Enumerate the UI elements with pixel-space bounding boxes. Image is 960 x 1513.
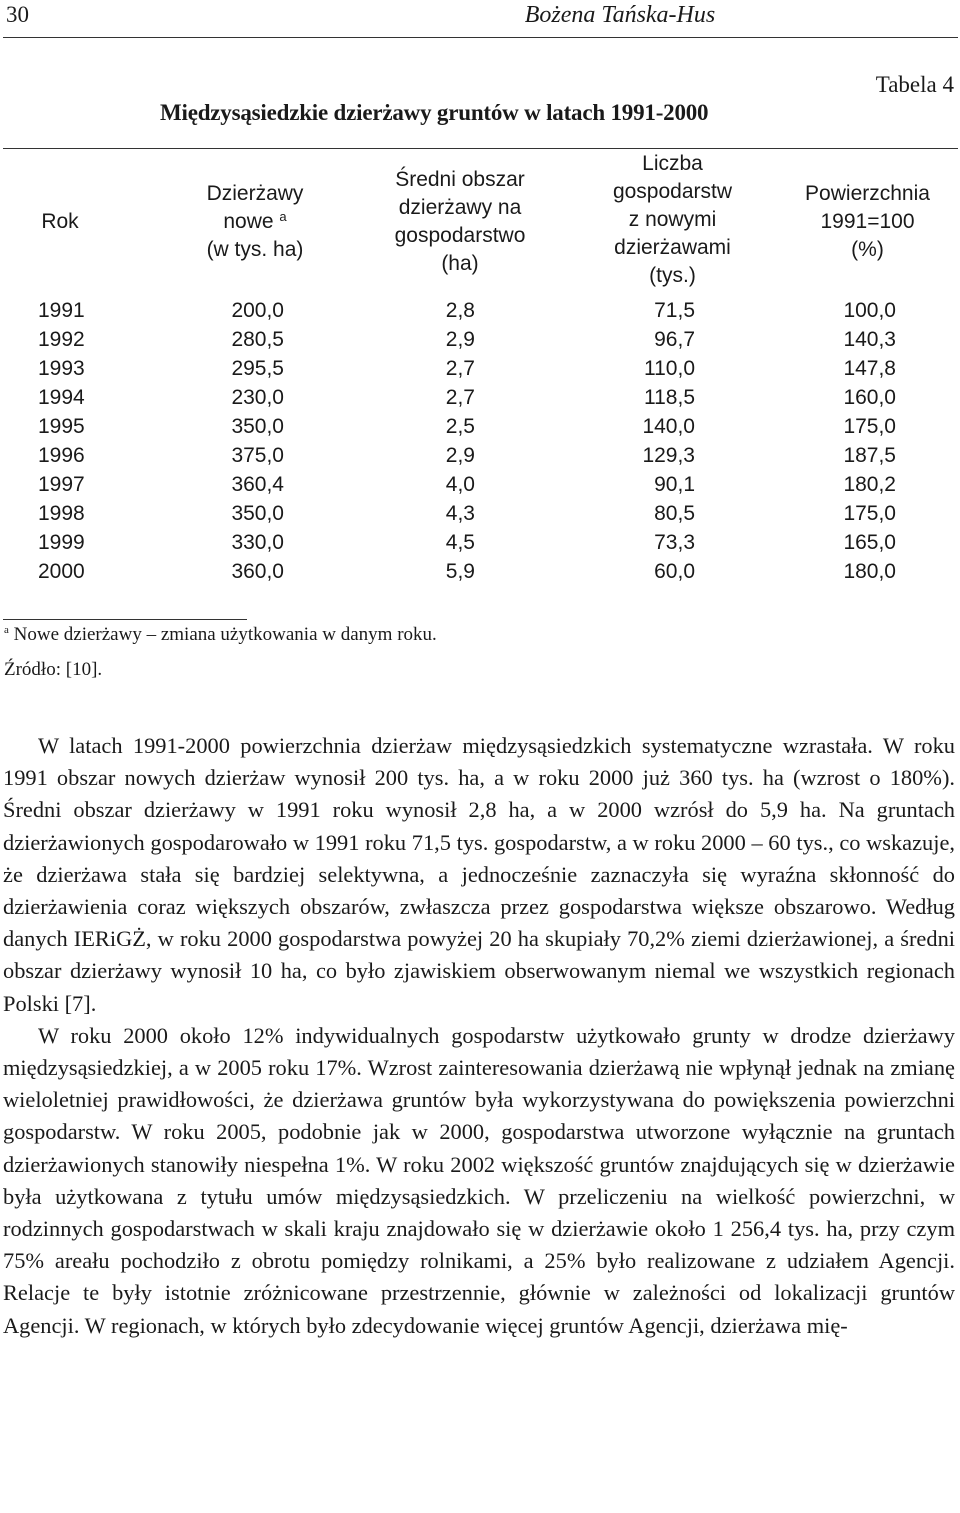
table-row [0, 325, 960, 354]
cell-farms: 73,3 [654, 531, 695, 554]
table-row [0, 470, 960, 499]
cell-farms: 71,5 [654, 299, 695, 322]
cell-new-area: 360,0 [231, 560, 284, 583]
cell-farms: 118,5 [644, 386, 695, 409]
cell-avg-area: 2,9 [445, 328, 475, 351]
table-title: Międzysąsiedzkie dzierżawy gruntów w latach 1991-2000 [160, 100, 709, 125]
cell-year: 1996 [38, 444, 85, 467]
cell-farms: 96,7 [654, 328, 695, 351]
cell-avg-area: 2,5 [445, 415, 475, 438]
cell-new-area: 350,0 [231, 502, 284, 525]
cell-year: 1997 [38, 473, 85, 496]
body-text [3, 730, 955, 1342]
table-row [0, 441, 960, 470]
cell-new-area: 360,4 [231, 473, 284, 496]
cell-new-area: 230,0 [231, 386, 284, 409]
col-header-avg-area: Średni obszar dzierżawy na gospodarstwo (ha) [394, 168, 526, 275]
cell-area-index: 140,3 [843, 328, 896, 351]
cell-area-index: 180,0 [843, 560, 896, 583]
footnote-marker: a [4, 624, 9, 636]
cell-area-index: 160,0 [843, 386, 896, 409]
cell-area-index: 175,0 [843, 415, 896, 438]
footnote-marker: a [279, 209, 287, 224]
paragraph: W latach 1991-2000 powierzchnia dzierżaw międzysąsiedzkich systematyczne wzrastała. W roku 1991 obszar nowych dzierżaw wynosił 200 tys. ha, a w roku 2000 już 360 tys. ha (wzrost o 180%). Średni obszar dzierżawy w 1991 roku wynosił 2,8 ha, a w 2000 wzrósł do 5,9 ha. Na gruntach dzierżawionych gospodarowało w 1991 roku 71,5 tys. gospodarstw, a w roku 2000 – 60 tys., co wskazuje, że dzierżawa stała się bardziej selektywna, a jednocześnie zaznaczyła się wyraźna skłonność do dzierżawienia coraz większych obszarów, zwłaszcza przez gospodarstwa większe obszarowo. Według danych IERiGŻ, w roku 2000 gospodarstwa powyżej 20 ha skupiały 70,2% ziemi dzierżawionej, a średni obszar dzierżawy wynosił 10 ha, co było zjawiskiem obserwowanym niemal we wszystkich regionach Polski [7]. [3, 733, 955, 1016]
table-top-rule [3, 148, 958, 149]
cell-year: 1991 [38, 299, 85, 322]
table-row [0, 354, 960, 383]
table-source: Źródło: [10]. [4, 659, 103, 680]
cell-area-index: 187,5 [843, 444, 896, 467]
cell-farms: 90,1 [654, 473, 695, 496]
footnote-divider [3, 619, 247, 620]
cell-year: 1999 [38, 531, 85, 554]
cell-year: 1993 [38, 357, 85, 380]
page-number: 30 [6, 2, 29, 27]
cell-avg-area: 4,0 [445, 473, 475, 496]
cell-avg-area: 4,5 [445, 531, 475, 554]
col-header-farms: Liczba gospodarstw z nowymi dzierżawami (tys.) [612, 152, 733, 287]
table-label: Tabela 4 [875, 72, 954, 97]
cell-avg-area: 2,8 [445, 299, 475, 322]
cell-year: 1992 [38, 328, 85, 351]
cell-area-index: 100,0 [843, 299, 896, 322]
cell-avg-area: 2,9 [445, 444, 475, 467]
cell-new-area: 330,0 [231, 531, 284, 554]
cell-year: 2000 [38, 560, 85, 583]
col-header-area-index: Powierzchnia 1991=100 (%) [805, 182, 930, 261]
col-header-year: Rok [41, 210, 79, 233]
cell-area-index: 175,0 [843, 502, 896, 525]
running-header [0, 0, 960, 38]
table-row [0, 528, 960, 557]
cell-new-area: 200,0 [231, 299, 284, 322]
cell-new-area: 295,5 [231, 357, 284, 380]
table-row [0, 296, 960, 325]
cell-farms: 60,0 [654, 560, 695, 583]
cell-area-index: 165,0 [843, 531, 896, 554]
cell-avg-area: 2,7 [445, 357, 475, 380]
table-row [0, 499, 960, 528]
cell-avg-area: 4,3 [445, 502, 475, 525]
cell-year: 1994 [38, 386, 85, 409]
cell-area-index: 147,8 [843, 357, 896, 380]
cell-avg-area: 2,7 [445, 386, 475, 409]
table-row [0, 557, 960, 586]
cell-new-area: 375,0 [231, 444, 284, 467]
cell-area-index: 180,2 [843, 473, 896, 496]
table-row [0, 412, 960, 441]
cell-new-area: 350,0 [231, 415, 284, 438]
cell-farms: 129,3 [642, 444, 695, 467]
table-footnote [4, 624, 437, 646]
header-divider [3, 37, 958, 38]
cell-new-area: 280,5 [231, 328, 284, 351]
cell-year: 1995 [38, 415, 85, 438]
table-row [0, 383, 960, 412]
running-title: Bożena Tańska-Hus [524, 2, 716, 28]
paragraph: W roku 2000 około 12% indywidualnych gospodarstw użytkowało grunty w drodze dzierżawy międzysąsiedzkiej, a w 2005 roku 17%. Wzrost zainteresowania dzierżawą nie wpłynął jednak na zmianę wieloletniej prawidłowości, że dzierżawa gruntów była wykorzystywana do powiększenia powierzchni gospodarstw. W roku 2005, podobnie jak w 2000, gospodarstwa utworzone wyłącznie na gruntach dzierżawionych stanowiły niespełna 1%. W roku 2002 większość gruntów znajdujących się w dzierżawie była użytkowana z tytułu umów międzysąsiedzkich. W przeliczeniu na wielkość powierzchni, w rodzinnych gospodarstwach w skali kraju znajdowało się w dzierżawie około 1 256,4 tys. ha, przy czym 75% areału pochodziło z obrotu pomiędzy rolnikami, a 25% było realizowane z udziałem Agencji. Relacje te były istotnie zróżnicowane przestrzennie, głównie w zależności od lokalizacji gruntów Agencji. W regionach, w których było zdecydowanie więcej gruntów Agencji, dzierżawa mię- [3, 1022, 955, 1338]
cell-farms: 140,0 [642, 415, 695, 438]
cell-avg-area: 5,9 [445, 560, 475, 583]
cell-year: 1998 [38, 502, 85, 525]
cell-farms: 80,5 [654, 502, 695, 525]
cell-farms: 110,0 [644, 357, 695, 380]
col-header-new-area: Dzierżawy nowe $^a$ (w tys. ha) [206, 182, 304, 261]
footnote-text: Nowe dzierżawy – zmiana użytkowania w danym roku. [13, 624, 437, 645]
